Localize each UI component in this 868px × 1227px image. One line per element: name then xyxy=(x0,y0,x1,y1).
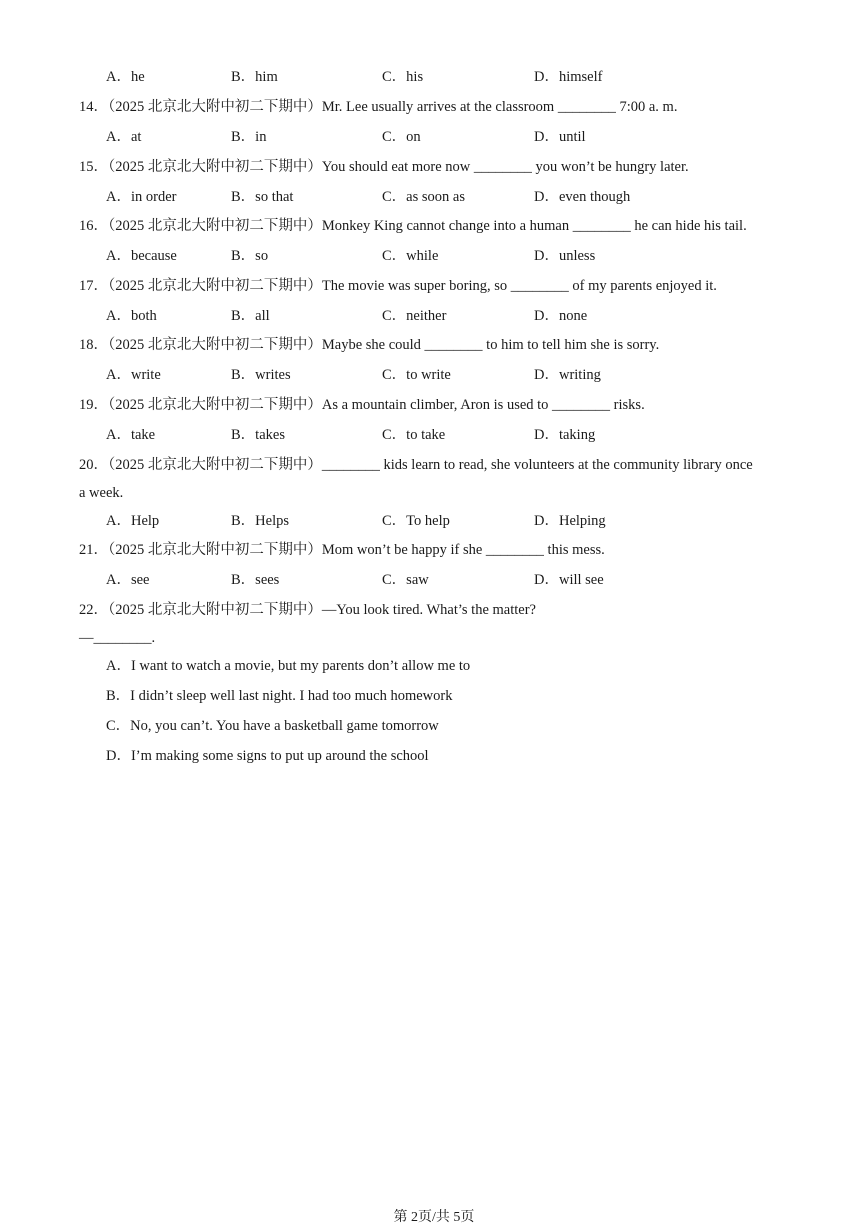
option-c: C．to write xyxy=(382,367,451,383)
option-c: C．as soon as xyxy=(382,189,465,205)
option-d: D．will see xyxy=(534,572,604,588)
question-stem: 15．（2025 北京北大附中初二下期中）You should eat more now ________ you won’t be hungry later. xyxy=(79,159,689,175)
option-d: D．I’m making some signs to put up around the school xyxy=(106,748,429,764)
option-c: C．No, you can’t. You have a basketball game tomorrow xyxy=(106,718,439,734)
option-a: A．take xyxy=(106,427,156,443)
option-c: C．while xyxy=(382,248,439,264)
option-d: D．taking xyxy=(534,427,596,443)
option-a: A．both xyxy=(106,308,157,324)
question-stem: 19．（2025 北京北大附中初二下期中）As a mountain climber, Aron is used to ________ risks. xyxy=(79,397,645,413)
option-b: B．takes xyxy=(231,427,285,443)
question-stem: 22．（2025 北京北大附中初二下期中）—You look tired. What’s the matter? xyxy=(79,602,536,618)
question-stem: 21．（2025 北京北大附中初二下期中）Mom won’t be happy if she ________ this mess. xyxy=(79,542,605,558)
option-a: A．see xyxy=(106,572,150,588)
option-b: B．Helps xyxy=(231,513,289,529)
question-stem-continued: a week. xyxy=(79,485,124,501)
option-b: B．him xyxy=(231,69,278,85)
option-c: C．To help xyxy=(382,513,450,529)
question-stem: 16．（2025 北京北大附中初二下期中）Monkey King cannot change into a human ________ he can hide his tail. xyxy=(79,218,747,234)
question-stem: 18．（2025 北京北大附中初二下期中）Maybe she could ________ to him to tell him she is sorry. xyxy=(79,337,660,353)
option-b: B．sees xyxy=(231,572,280,588)
answer-blank-line: —________. xyxy=(79,630,156,646)
option-a: A．he xyxy=(106,69,145,85)
option-d: D．until xyxy=(534,129,586,145)
option-b: B．all xyxy=(231,308,270,324)
option-b: B．writes xyxy=(231,367,291,383)
question-stem: 17．（2025 北京北大附中初二下期中）The movie was super boring, so ________ of my parents enjoyed it. xyxy=(79,278,717,294)
option-c: C．on xyxy=(382,129,421,145)
option-a: A．at xyxy=(106,129,142,145)
option-d: D．none xyxy=(534,308,588,324)
option-a: A．I want to watch a movie, but my parents don’t allow me to xyxy=(106,658,471,674)
option-d: D．writing xyxy=(534,367,601,383)
option-a: A．in order xyxy=(106,189,177,205)
option-d: D．Helping xyxy=(534,513,606,529)
option-a: A．because xyxy=(106,248,177,264)
option-c: C．his xyxy=(382,69,424,85)
option-b: B．so xyxy=(231,248,269,264)
question-stem: 14．（2025 北京北大附中初二下期中）Mr. Lee usually arrives at the classroom ________ 7:00 a. m. xyxy=(79,99,678,115)
option-d: D．even though xyxy=(534,189,631,205)
option-a: A．write xyxy=(106,367,161,383)
option-d: D．himself xyxy=(534,69,603,85)
option-d: D．unless xyxy=(534,248,596,264)
option-b: B．I didn’t sleep well last night. I had too much homework xyxy=(106,688,453,704)
option-b: B．so that xyxy=(231,189,294,205)
question-stem: 20．（2025 北京北大附中初二下期中）________ kids learn to read, she volunteers at the community library once xyxy=(79,457,753,473)
option-c: C．neither xyxy=(382,308,447,324)
page-number: 第 2页/共 5页 xyxy=(393,1210,475,1225)
option-c: C．to take xyxy=(382,427,446,443)
option-c: C．saw xyxy=(382,572,429,588)
option-a: A．Help xyxy=(106,513,160,529)
option-b: B．in xyxy=(231,129,267,145)
